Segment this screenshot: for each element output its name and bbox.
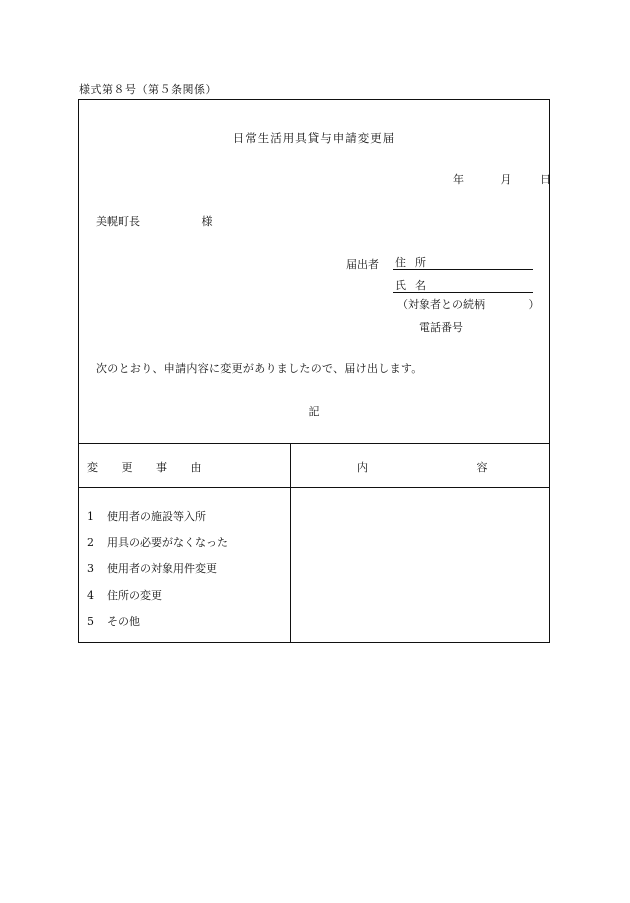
table-top-border: [79, 443, 549, 444]
reason-header-char: 事: [156, 461, 167, 474]
address-label: 住所: [395, 256, 435, 269]
reason-text: その他: [107, 615, 140, 628]
applicant-label: 届出者: [346, 258, 379, 271]
reason-number: 2: [87, 536, 94, 549]
reason-number: 3: [87, 562, 94, 575]
form-title: 日常生活用具貸与申請変更届: [232, 131, 396, 145]
reason-number: 1: [87, 510, 94, 523]
content-header-char: 容: [476, 461, 488, 474]
form-box: [78, 99, 550, 643]
reason-item: [87, 613, 140, 629]
reason-item: [87, 534, 228, 550]
reason-text: 使用者の対象用件変更: [107, 562, 217, 575]
name-field[interactable]: [393, 276, 533, 293]
statement: 次のとおり、申請内容に変更がありましたので、届け出します。: [96, 362, 423, 375]
addressee: [96, 213, 213, 229]
form-number: 様式第８号（第５条関係）: [79, 83, 217, 96]
relation-close: ）: [528, 298, 540, 311]
phone-label: 電話番号: [419, 321, 463, 334]
reason-text: 使用者の施設等入所: [107, 510, 206, 523]
table-header-border: [79, 487, 549, 488]
reason-header-char: 更: [121, 461, 133, 474]
reason-text: 用具の必要がなくなった: [107, 536, 228, 549]
reason-number: 4: [87, 589, 94, 602]
reason-item: [87, 560, 217, 576]
date-day: 日: [540, 173, 551, 186]
reason-item: [87, 508, 206, 524]
date-year: 年: [453, 173, 464, 186]
content-header-char: 内: [357, 461, 368, 474]
relation-open: （対象者との続柄: [397, 298, 485, 311]
name-label: 氏名: [395, 279, 435, 292]
reason-item: [87, 587, 162, 603]
date-month: 月: [500, 173, 512, 186]
reason-header-char: 変: [87, 461, 98, 474]
reason-header-char: 由: [190, 461, 202, 474]
content-column-header: [357, 459, 488, 475]
reason-text: 住所の変更: [107, 589, 162, 602]
ki-mark: 記: [308, 405, 320, 418]
reason-column-header: [87, 459, 222, 475]
relation-line: [397, 296, 540, 312]
date-line: [453, 171, 551, 187]
addressee-name: 美幌町長: [96, 215, 140, 228]
reason-number: 5: [87, 615, 94, 628]
address-field[interactable]: [393, 253, 533, 270]
table-column-divider: [290, 443, 291, 642]
addressee-honorific: 様: [201, 215, 213, 228]
